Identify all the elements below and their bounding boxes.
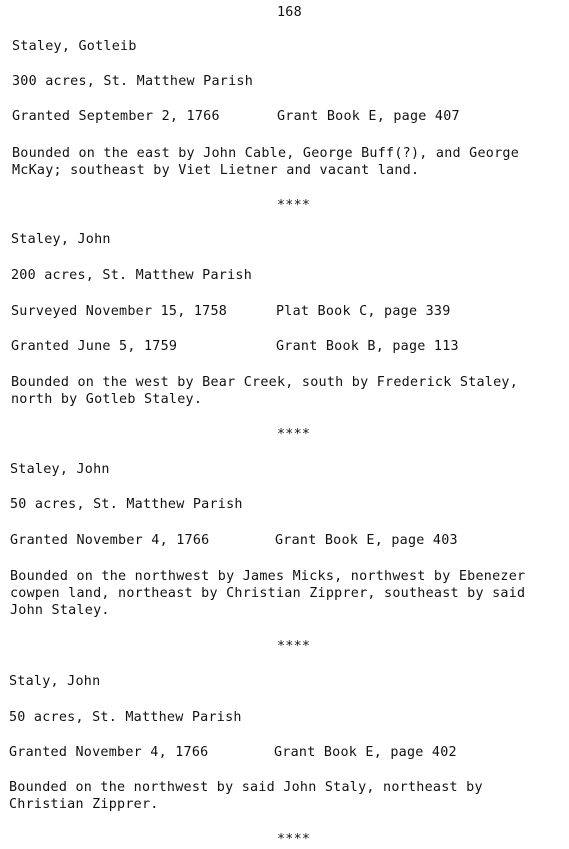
entry-name: Staley, John xyxy=(10,462,110,477)
bounds-line: Bounded on the east by John Cable, George Buff(?), and George xyxy=(12,146,520,161)
record-book: Grant Book E, page 402 xyxy=(274,745,457,760)
record-event: Granted November 4, 1766 xyxy=(9,745,209,760)
separator: **** xyxy=(277,427,311,442)
entry-acreage: 300 acres, St. Matthew Parish xyxy=(12,74,254,89)
entry-acreage: 50 acres, St. Matthew Parish xyxy=(9,710,242,725)
bounds-line: Bounded on the northwest by said John Staly, northeast by xyxy=(9,780,483,795)
entry-acreage: 50 acres, St. Matthew Parish xyxy=(10,497,243,512)
record-event: Granted September 2, 1766 xyxy=(12,109,220,124)
separator: **** xyxy=(277,832,311,847)
bounds-line: John Staley. xyxy=(10,603,110,618)
entry-name: Staley, Gotleib xyxy=(12,39,137,54)
separator: **** xyxy=(277,198,311,213)
bounds-line: McKay; southeast by Viet Lietner and vacant land. xyxy=(12,163,420,178)
bounds-line: Bounded on the northwest by James Micks, northwest by Ebenezer xyxy=(10,569,526,584)
record-event: Granted June 5, 1759 xyxy=(11,339,178,354)
bounds-line: Bounded on the west by Bear Creek, south by Frederick Staley, xyxy=(11,375,519,390)
separator: **** xyxy=(277,639,311,654)
page-number: 168 xyxy=(277,5,302,20)
bounds-line: Christian Zipprer. xyxy=(9,797,159,812)
record-book: Grant Book E, page 403 xyxy=(275,533,458,548)
entry-name: Staly, John xyxy=(9,674,101,689)
record-book: Plat Book C, page 339 xyxy=(276,304,451,319)
entry-name: Staley, John xyxy=(11,232,111,247)
record-event: Surveyed November 15, 1758 xyxy=(11,304,228,319)
record-book: Grant Book B, page 113 xyxy=(276,339,459,354)
record-event: Granted November 4, 1766 xyxy=(10,533,210,548)
bounds-line: north by Gotleb Staley. xyxy=(11,392,203,407)
bounds-line: cowpen land, northeast by Christian Zipprer, southeast by said xyxy=(10,586,526,601)
record-book: Grant Book E, page 407 xyxy=(277,109,460,124)
entry-acreage: 200 acres, St. Matthew Parish xyxy=(11,268,253,283)
